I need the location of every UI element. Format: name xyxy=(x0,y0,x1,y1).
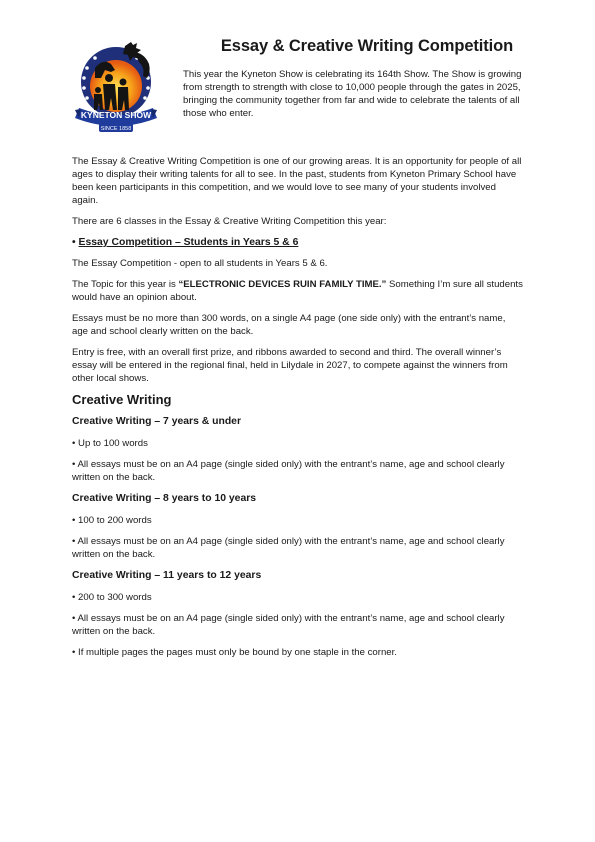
class-heading-11-12: Creative Writing – 11 years to 12 years xyxy=(72,570,262,581)
creative-writing-heading: Creative Writing xyxy=(72,392,172,407)
class-words: • 200 to 300 words xyxy=(72,592,152,603)
kyneton-show-logo xyxy=(73,38,159,138)
essay-heading-line xyxy=(72,236,524,249)
bullet: • xyxy=(72,237,76,248)
page-title: Essay & Creative Writing Competition xyxy=(220,37,514,55)
class-rule: • All essays must be on an A4 page (single sided only) with the entrant’s name, age and school clearly written on the back. xyxy=(72,613,505,637)
class-words: • 100 to 200 words xyxy=(72,515,152,526)
main-content xyxy=(72,155,524,667)
intro-paragraph: This year the Kyneton Show is celebrating its 164th Show. The Show is growing from strength to strength with close to 10,000 people through the gates in 2025, bringing the community together from far and wide to celebrate the talents of all those who enter. xyxy=(183,69,522,119)
topic-suffix: Something I’m sure all students would have an opinion about. xyxy=(72,279,523,303)
essay-prizes: Entry is free, with an overall first prize, and ribbons awarded to second and third. The overall winner’s essay will be entered in the regional final, held in Lilydale in 2027, to compete against the winners from other local shows. xyxy=(72,347,508,384)
essay-heading: Essay Competition – Students in Years 5 & 6 xyxy=(78,237,299,248)
class-rule: • All essays must be on an A4 page (single sided only) with the entrant’s name, age and school clearly written on the back. xyxy=(72,536,505,560)
topic-prefix: The Topic for this year is xyxy=(72,279,179,290)
class-rule: • All essays must be on an A4 page (single sided only) with the entrant’s name, age and school clearly written on the back. xyxy=(72,459,505,483)
svg-text:SINCE 1858: SINCE 1858 xyxy=(100,126,132,132)
class-heading-8-10: Creative Writing – 8 years to 10 years xyxy=(72,493,257,504)
staple-rule: • If multiple pages the pages must only be bound by one staple in the corner. xyxy=(72,647,397,658)
essay-rules: Essays must be no more than 300 words, on a single A4 page (one side only) with the entrant’s name, age and school clearly written on the back. xyxy=(72,313,506,337)
svg-text:KYNETON SHOW: KYNETON SHOW xyxy=(80,110,152,120)
class-words: • Up to 100 words xyxy=(72,438,148,449)
competition-description: The Essay & Creative Writing Competition is one of our growing areas. It is an opportunity for people of all ages to display their writing talents for all to see. In the past, students from Kyneton Primary School have been keen participants in this competition, and we would love to see many of your students involved again. xyxy=(72,156,522,206)
topic-text: “ELECTRONIC DEVICES RUIN FAMILY TIME.” xyxy=(178,279,387,290)
class-heading-7-under: Creative Writing – 7 years & under xyxy=(72,416,242,427)
essay-topic xyxy=(72,278,524,304)
essay-open: The Essay Competition - open to all students in Years 5 & 6. xyxy=(72,258,328,269)
classes-intro: There are 6 classes in the Essay & Creative Writing Competition this year: xyxy=(72,216,387,227)
